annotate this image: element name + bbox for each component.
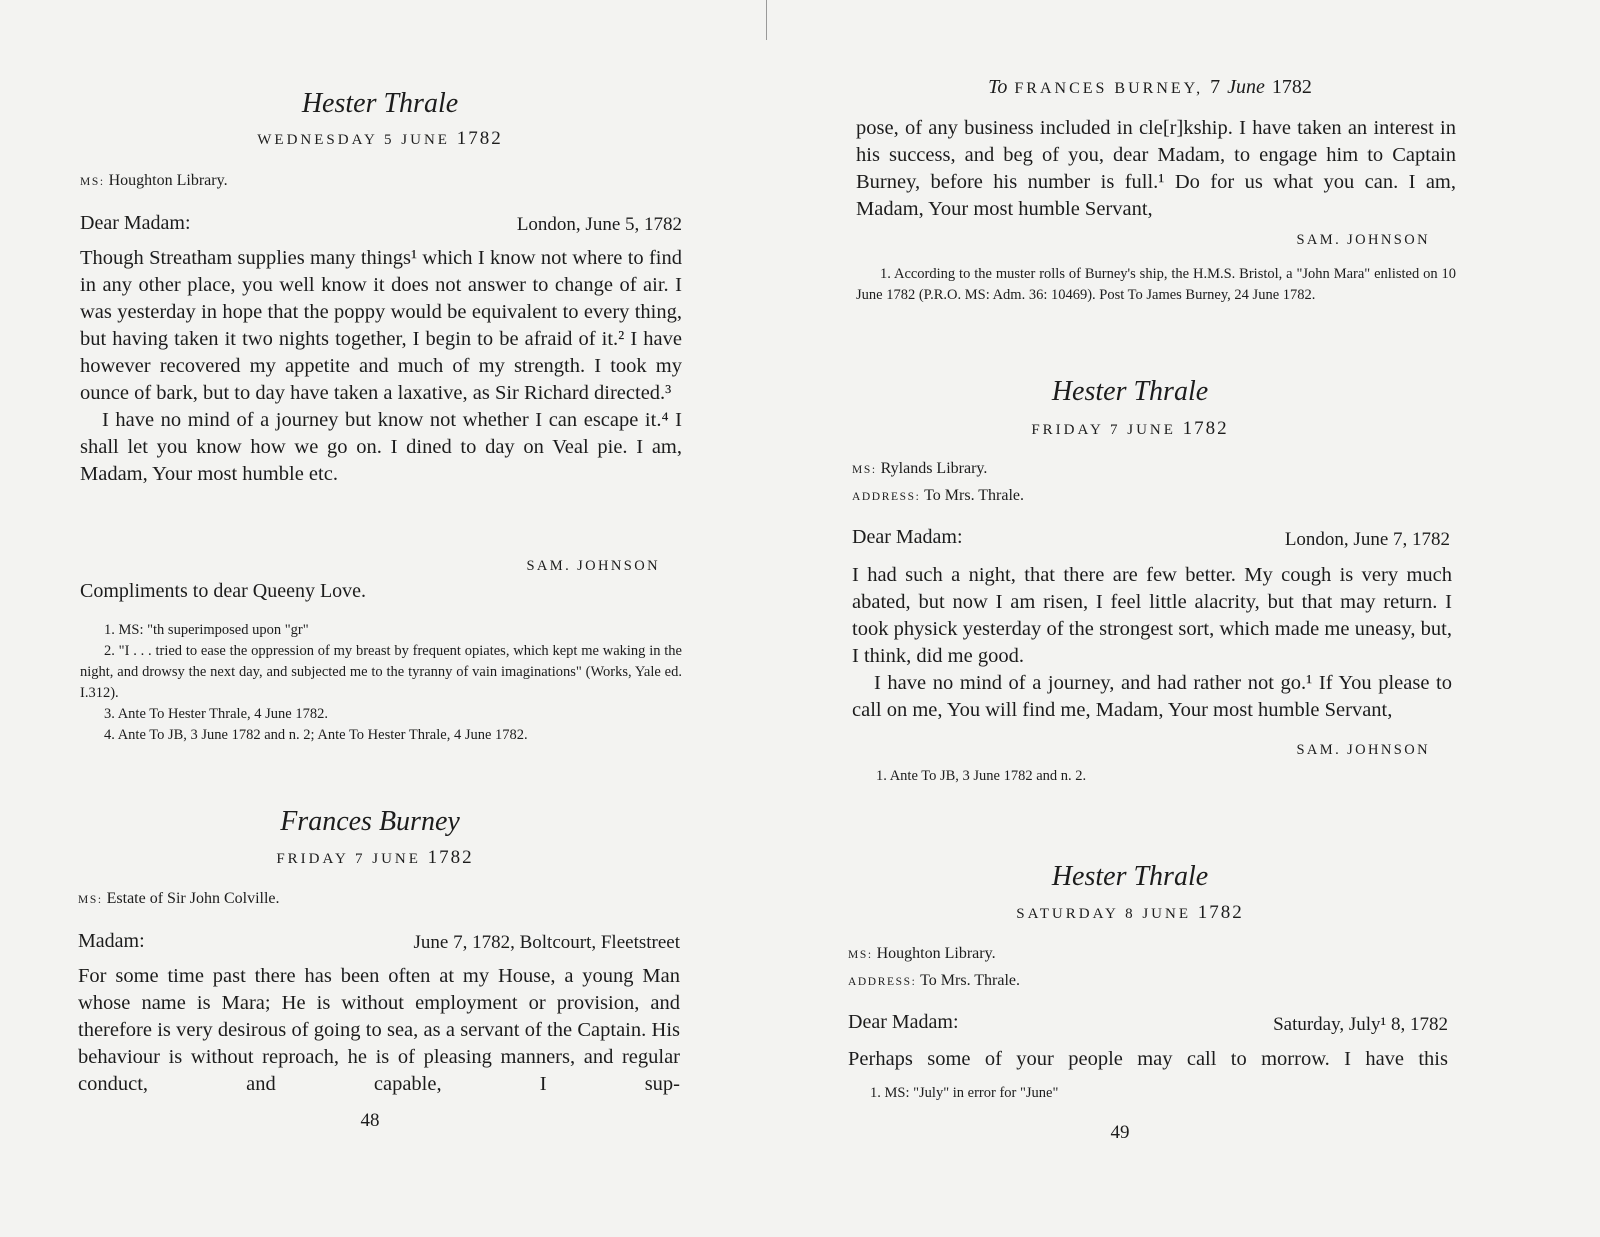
letter4-ms	[848, 945, 996, 963]
footnote: 4. Ante To JB, 3 June 1782 and n. 2; Ante To Hester Thrale, 4 June 1782.	[104, 727, 528, 743]
footnote: 1. MS: "th superimposed upon "gr"	[104, 622, 309, 638]
running-head-name: FRANCES BURNEY,	[1014, 80, 1204, 97]
running-head	[920, 76, 1380, 99]
letter2-ms	[78, 890, 280, 908]
letter4-address	[848, 972, 1020, 990]
letter2-greeting: Madam:	[78, 930, 145, 952]
letter1-heading: Hester Thrale	[301, 88, 459, 119]
letter3-para2: I have no mind of a journey, and had rather not go.¹ If You please to call on me, You will find me, Madam, Your most humble Servant,	[852, 672, 1452, 721]
page-number-left: 48	[360, 1110, 380, 1131]
address-value: To Mrs. Thrale.	[924, 487, 1025, 504]
letter4-dateline	[930, 902, 1330, 924]
running-head-year: 1782	[1271, 76, 1312, 98]
letter3-address	[852, 487, 1024, 505]
page-number-right: 49	[1110, 1122, 1130, 1143]
letter3-footnote	[876, 766, 1436, 787]
continuation-body	[856, 115, 1456, 223]
letter4-place-date: Saturday, July¹ 8, 1782	[1273, 1014, 1448, 1035]
letter1-ms	[80, 172, 228, 190]
letter2-para1: For some time past there has been often at my House, a young Man whose name is Mara; He is without employment or provision, and therefore is very desirous of going to sea, as a servant of the Captain. His behaviour is without reproach, he is of pleasing manners, and regular conduct, and capable, I sup-	[78, 965, 680, 1095]
letter2-dateline	[175, 847, 575, 869]
footnote: 1. MS: "July" in error for "June"	[870, 1085, 1059, 1101]
footnote: 2. "I . . . tried to ease the oppression of my breast by frequent opiates, which kept me waking in the night, and drowsy the next day, and subjected me to the tyranny of vain imaginations" (Works, Yale ed. I.312).	[80, 643, 682, 701]
running-head-to: To	[988, 76, 1008, 98]
letter3-body	[852, 562, 1452, 724]
letter3-dateline-text: FRIDAY 7 JUNE	[1031, 422, 1183, 438]
letter1-greeting: Dear Madam:	[80, 212, 191, 234]
running-head-day: 7	[1210, 76, 1221, 98]
letter1-footnotes	[80, 620, 682, 746]
letter4-greeting: Dear Madam:	[848, 1011, 959, 1033]
ms-label: MS:	[848, 949, 873, 961]
letter2-place-date: June 7, 1782, Boltcourt, Fleetstreet	[413, 932, 680, 953]
continuation-signature: SAM. JOHNSON	[1296, 232, 1430, 248]
ms-value: Houghton Library.	[876, 945, 996, 962]
letter3-para1: I had such a night, that there are few better. My cough is very much abated, but now I am risen, I feel little alacrity, but that may return. I took physick yesterday of the strongest sort, which made me uneasy, but, I think, did me good.	[852, 564, 1452, 667]
letter3-greeting: Dear Madam:	[852, 526, 963, 548]
ms-value: Houghton Library.	[108, 172, 228, 189]
letter1-signature: SAM. JOHNSON	[526, 558, 660, 574]
letter3-dateline	[930, 418, 1330, 440]
address-label: ADDRESS:	[848, 976, 917, 988]
letter1-dateline-text: WEDNESDAY 5 JUNE	[257, 132, 457, 148]
letter2-body	[78, 963, 680, 1098]
letter4-footnote	[870, 1083, 1430, 1104]
ms-value: Estate of Sir John Colville.	[106, 890, 280, 907]
letter2-heading: Frances Burney	[280, 806, 460, 837]
ms-label: MS:	[852, 464, 877, 476]
continuation-para: pose, of any business included in cle[r]kship. I have taken an interest in his success, and beg of you, dear Madam, to engage him to Captain Burney, before his number is full.¹ Do for us what you can. I am, Madam, Your most humble Servant,	[856, 117, 1456, 220]
ms-label: MS:	[78, 894, 103, 906]
address-label: ADDRESS:	[852, 491, 921, 503]
letter3-place-date: London, June 7, 1782	[1284, 529, 1450, 550]
letter1-dateline	[180, 128, 580, 150]
footnote: 3. Ante To Hester Thrale, 4 June 1782.	[104, 706, 328, 722]
letter4-para1: Perhaps some of your people may call to morrow. I have this	[848, 1048, 1448, 1070]
letter1-place-date: London, June 5, 1782	[516, 214, 682, 235]
letter4-dateline-year: 1782	[1197, 902, 1244, 923]
letter1-para2: I have no mind of a journey but know not whether I can escape it.⁴ I shall let you know how we go on. I dined to day on Veal pie. I am, Madam, Your most humble etc.	[80, 409, 682, 485]
footnote: 1. According to the muster rolls of Burney's ship, the H.M.S. Bristol, a "John Mara" enlisted on 10 June 1782 (P.R.O. MS: Adm. 36: 10469). Post To James Burney, 24 June 1782.	[856, 266, 1456, 303]
letter4-body	[848, 1046, 1448, 1073]
letter3-signature: SAM. JOHNSON	[1296, 742, 1430, 758]
letter1-body	[80, 245, 682, 488]
letter1-dateline-year: 1782	[456, 128, 503, 149]
letter3-ms	[852, 460, 987, 478]
running-head-month: June	[1227, 76, 1265, 98]
letter2-dateline-text: FRIDAY 7 JUNE	[276, 851, 428, 867]
ms-label: MS:	[80, 176, 105, 188]
letter3-heading: Hester Thrale	[1051, 376, 1209, 407]
right-page	[770, 0, 1600, 1237]
letter1-para1: Though Streatham supplies many things¹ which I know not where to find in any other place, you well know it does not answer to change of air. I was yesterday in hope that the poppy would be equivalent to every thing, but having taken it two nights together, I begin to be afraid of it.² I have however recovered my appetite and much of my strength. I took my ounce of bark, but to day have taken a laxative, as Sir Richard directed.³	[80, 247, 682, 404]
letter1-postscript: Compliments to dear Queeny Love.	[80, 580, 367, 602]
letter4-dateline-text: SATURDAY 8 JUNE	[1016, 906, 1198, 922]
letter3-dateline-year: 1782	[1182, 418, 1229, 439]
continuation-footnote	[856, 264, 1456, 306]
footnote: 1. Ante To JB, 3 June 1782 and n. 2.	[876, 768, 1087, 784]
address-value: To Mrs. Thrale.	[920, 972, 1021, 989]
ms-value: Rylands Library.	[880, 460, 988, 477]
letter4-heading: Hester Thrale	[1051, 861, 1209, 892]
left-page	[0, 0, 770, 1237]
letter2-dateline-year: 1782	[427, 847, 474, 868]
